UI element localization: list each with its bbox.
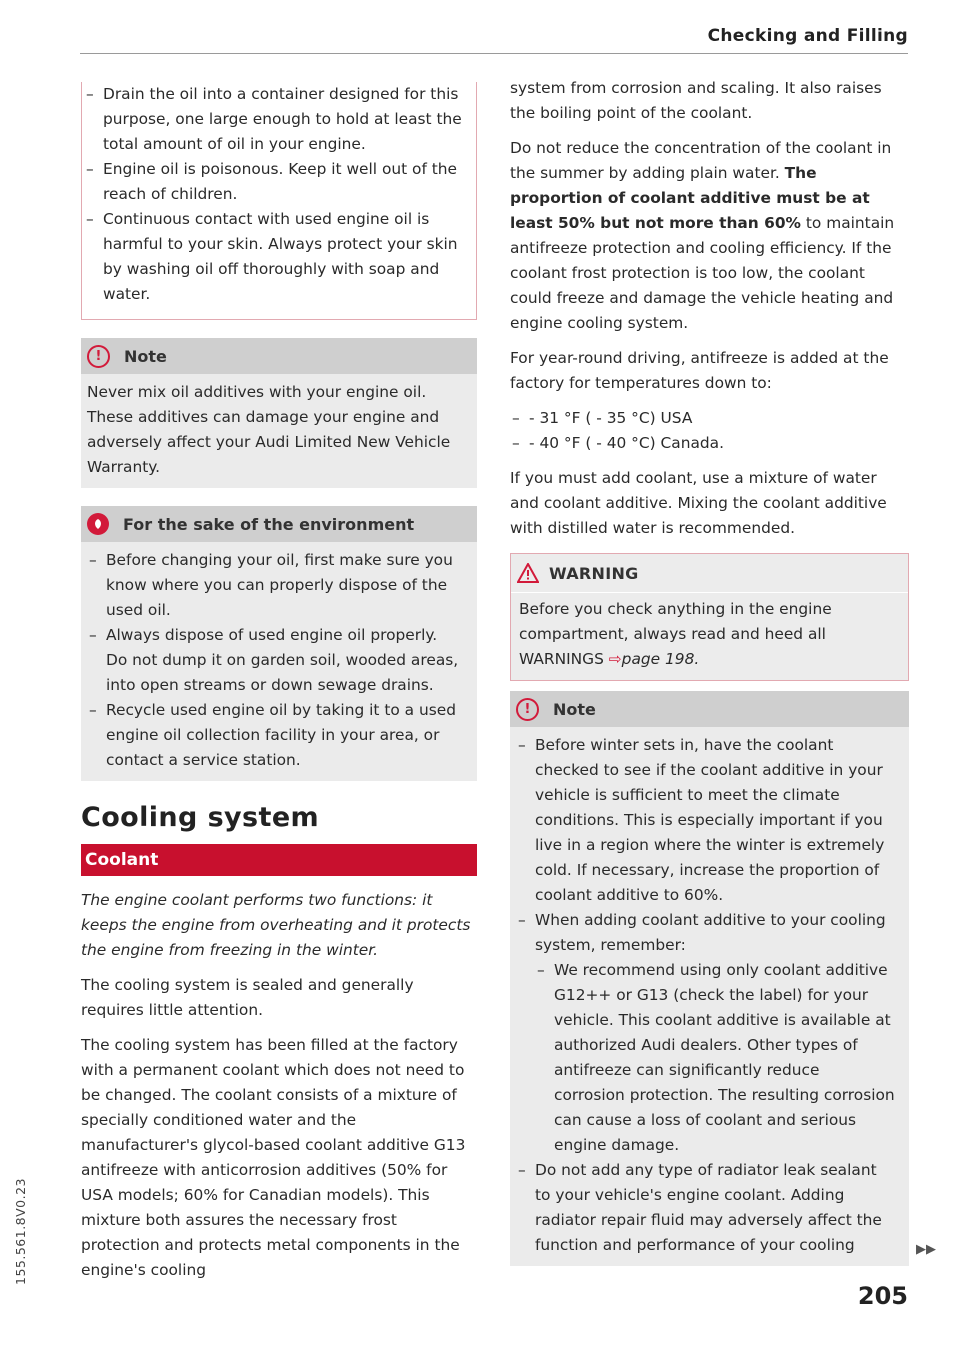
- temperature-list: [510, 406, 909, 456]
- intro-text: The engine coolant performs two functions: it keeps the engine from overheating and it protects the engine from freezing in the winter.: [81, 891, 471, 959]
- note-title: Note: [553, 699, 596, 719]
- document-code: 155.561.8V0.23: [13, 1178, 28, 1285]
- left-column: [81, 82, 477, 1293]
- exclamation-circle-icon: !: [516, 698, 539, 721]
- page-reference-link[interactable]: page 198.: [621, 650, 700, 668]
- paragraph: system from corrosion and scaling. It also raises the boiling point of the coolant.: [510, 79, 882, 122]
- paragraph-proportion: [510, 136, 909, 336]
- text-span: When adding coolant additive to your cooling system, remember:: [535, 911, 886, 954]
- oil-warning-list: [84, 82, 462, 307]
- running-header: Checking and Filling: [707, 26, 908, 46]
- environment-leaf-icon: [87, 513, 109, 535]
- note-header: [81, 338, 477, 374]
- warning-triangle-icon: [517, 563, 539, 583]
- list-item: – - 31 °F ( - 35 °C) USA: [510, 406, 909, 431]
- note-text: Never mix oil additives with your engine oil. These additives can damage your engine and adversely affect your Audi Limited New Vehicle Warranty.: [87, 383, 451, 476]
- paragraph: The cooling system is sealed and generally requires little attention.: [81, 976, 414, 1019]
- list-item: [516, 908, 895, 1158]
- arrow-right-icon: ⇨: [608, 650, 622, 668]
- list-item: – Engine oil is poisonous. Keep it well out of the reach of children.: [84, 157, 462, 207]
- paragraph: For year-round driving, antifreeze is added at the factory for temperatures down to:: [510, 349, 889, 392]
- note-list: [516, 733, 895, 1258]
- environment-title: For the sake of the environment: [123, 514, 415, 534]
- note-sublist: [535, 958, 895, 1158]
- list-item: – Drain the oil into a container designed for this purpose, one large enough to hold at least the total amount of oil in your engine.: [84, 82, 462, 157]
- note-body: [510, 727, 909, 1266]
- warning-box: [510, 553, 909, 681]
- paragraph: If you must add coolant, use a mixture of water and coolant additive. Mixing the coolant additive with distilled water is recommended.: [510, 469, 887, 537]
- text-span: Before you check anything in the engine compartment, always read and heed all WARNINGS: [519, 600, 832, 668]
- environment-body: [81, 542, 477, 781]
- note-header: [510, 691, 909, 727]
- list-item: – Before winter sets in, have the coolant checked to see if the coolant additive in your vehicle is sufficient to meet the climate conditions. This is especially important if you live in a region where the winter is extremely cold. If necessary, increase the proportion of coolant additive to 60%.: [516, 733, 895, 908]
- section-title: Cooling system: [81, 802, 320, 833]
- environment-header: [81, 506, 477, 542]
- list-item: – Do not add any type of radiator leak sealant to your vehicle's engine coolant. Adding radiator repair fluid may adversely affect the function and performance of your cooling: [516, 1158, 895, 1258]
- note-box: [81, 338, 477, 488]
- paragraph: The cooling system has been filled at the factory with a permanent coolant which does not need to be changed. The coolant consists of a mixture of specially conditioned water and the manufacturer's glycol-based coolant additive G13 antifreeze with anticorrosion additives (50% for USA models; 60% for Canadian models). This mixture both assures the necessary frost protection and protects metal components in the engine's cooling: [81, 1036, 466, 1279]
- environment-list: [87, 548, 463, 773]
- list-item: – Recycle used engine oil by taking it to a used engine oil collection facility in your area, or contact a service station.: [87, 698, 463, 773]
- right-column: [510, 76, 909, 1266]
- list-item: – - 40 °F ( - 40 °C) Canada.: [510, 431, 909, 456]
- subsection-header: Coolant: [81, 844, 477, 876]
- list-item: – Before changing your oil, first make sure you know where you can properly dispose of the used oil.: [87, 548, 463, 623]
- list-item: – We recommend using only coolant additive G12++ or G13 (check the label) for your vehicle. This coolant additive is available at authorized Audi dealers. Other types of antifreeze can significantly reduce corrosion protection. The resulting corrosion can cause a loss of coolant and serious engine damage.: [535, 958, 895, 1158]
- text-span: Do not reduce the concentration of the coolant in the summer by adding plain water.: [510, 139, 892, 182]
- bold-text: The proportion of coolant additive must be at least 50% but not more than 60%: [510, 164, 870, 232]
- environment-box: [81, 506, 477, 781]
- warning-header: [511, 554, 908, 592]
- exclamation-circle-icon: !: [87, 345, 110, 368]
- warning-continuation-box: [81, 82, 477, 320]
- continue-arrow-icon: ▶▶: [916, 1242, 936, 1257]
- page-number: 205: [857, 1282, 908, 1310]
- list-item: – Continuous contact with used engine oil is harmful to your skin. Always protect your skin by washing oil off thoroughly with soap and water.: [84, 207, 462, 307]
- note-title: Note: [124, 346, 167, 366]
- header-rule: [80, 53, 908, 54]
- list-item: – Always dispose of used engine oil properly. Do not dump it on garden soil, wooded areas, into open streams or down sewage drains.: [87, 623, 463, 698]
- warning-title: WARNING: [549, 563, 639, 583]
- note-box-coolant: [510, 691, 909, 1266]
- warning-text: [511, 592, 908, 680]
- text-span: to maintain antifreeze protection and cooling efficiency. If the coolant frost protection is too low, the coolant could freeze and damage the vehicle heating and engine cooling system.: [510, 214, 895, 332]
